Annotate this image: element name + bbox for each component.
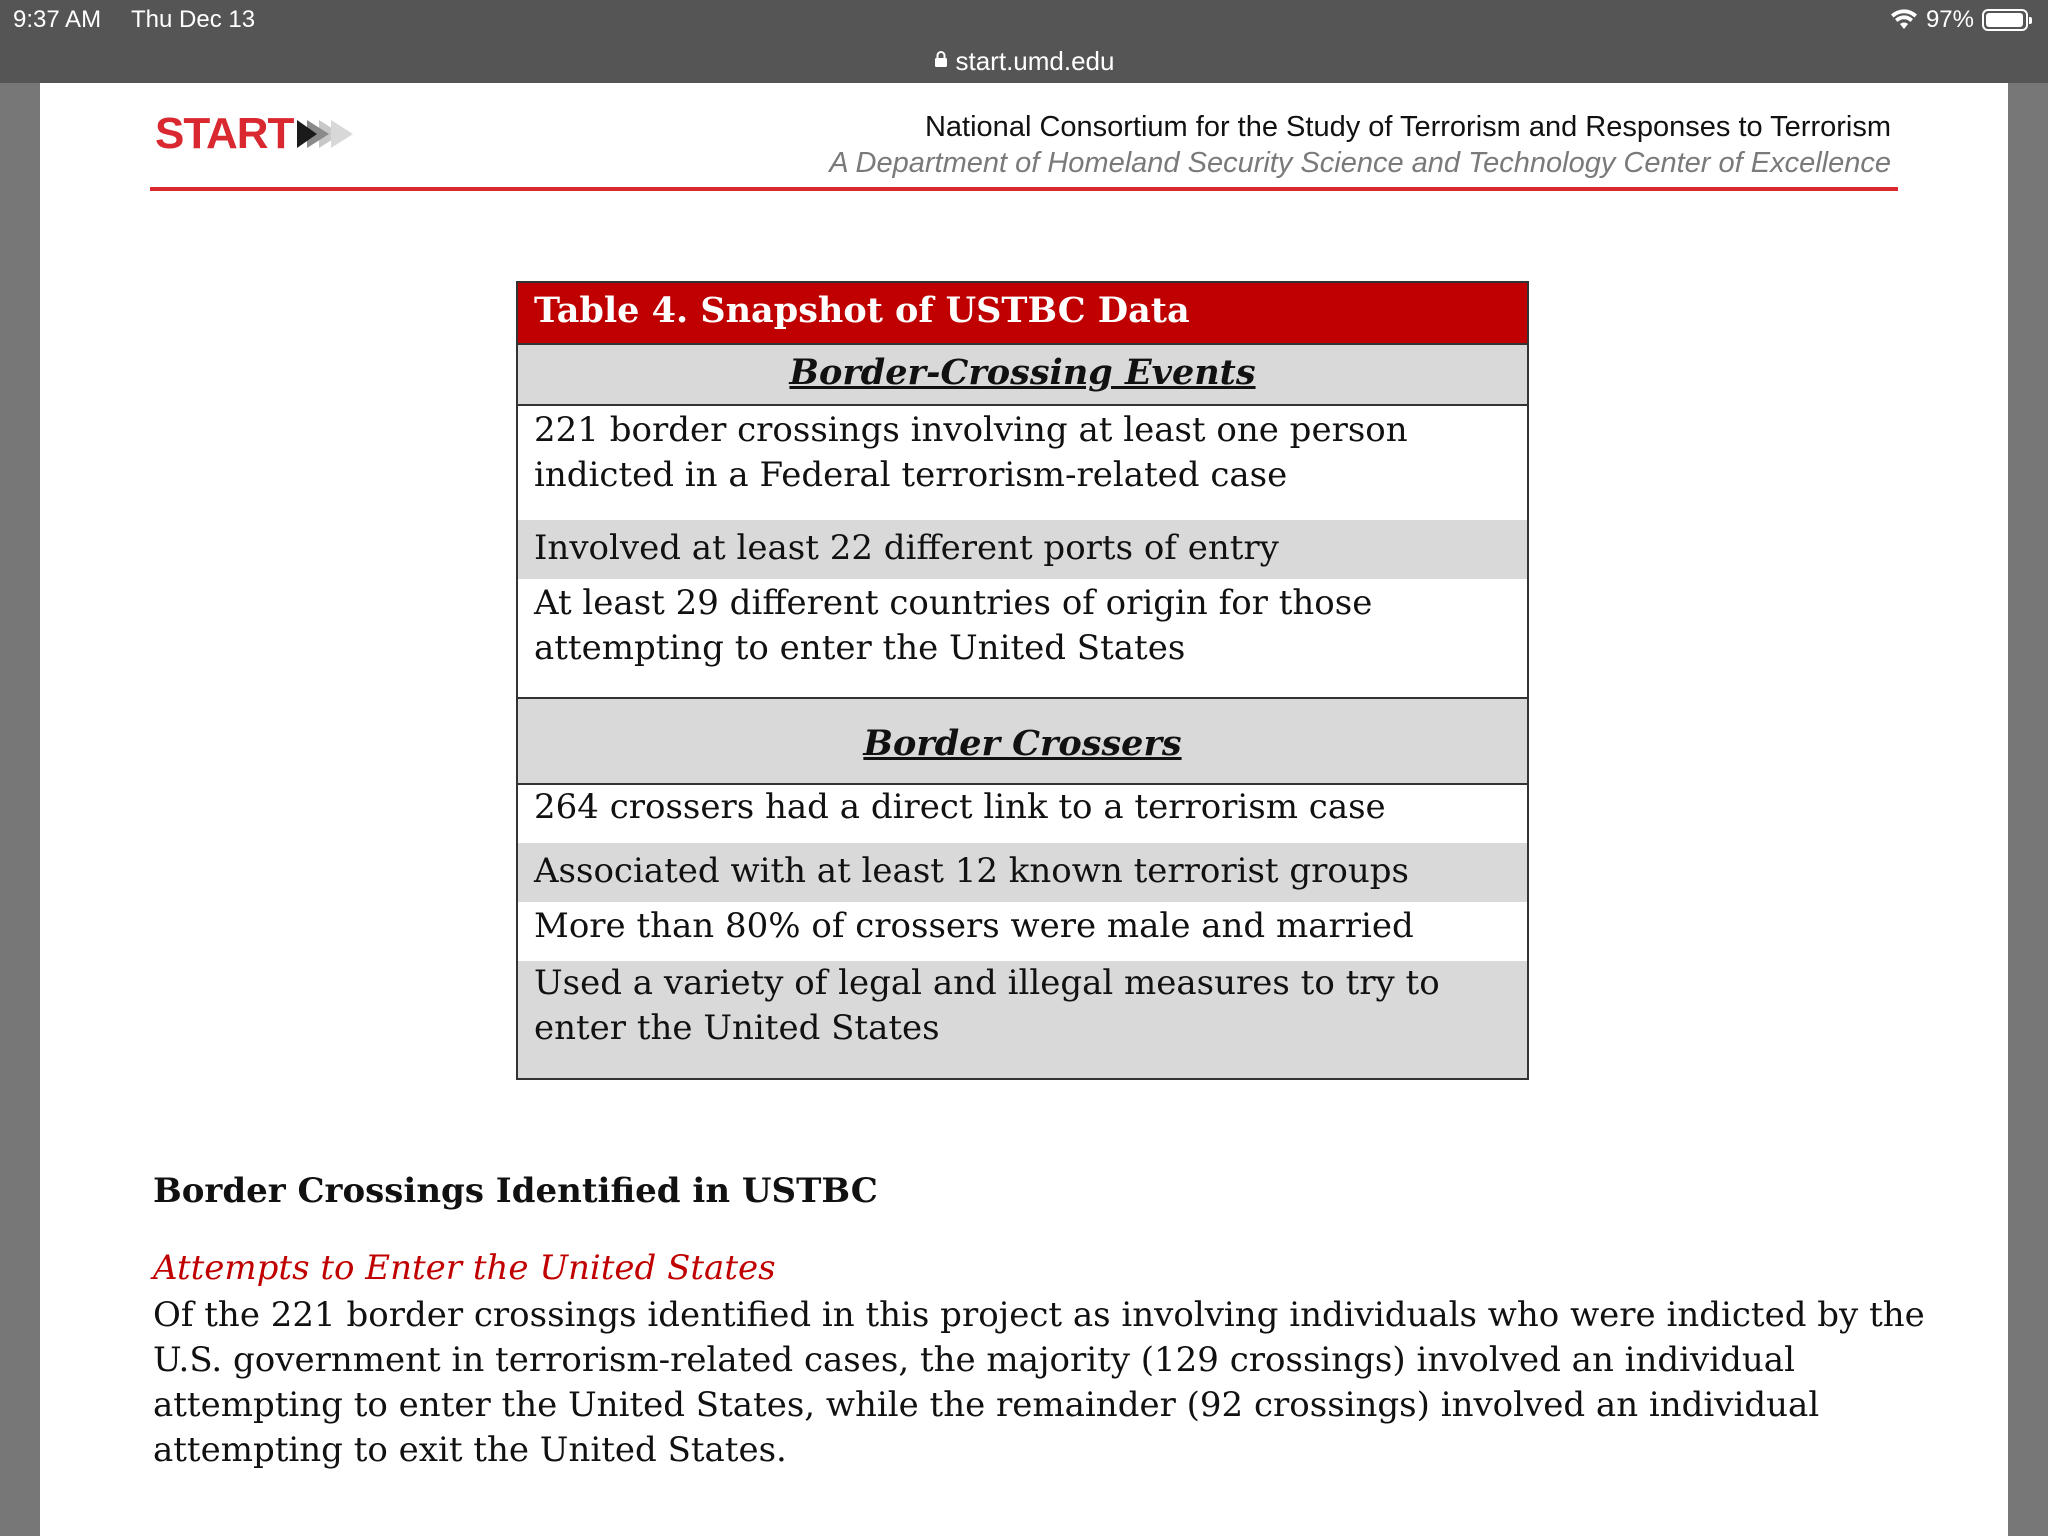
fast-forward-arrows-icon (297, 116, 361, 152)
snapshot-table (516, 281, 1529, 1080)
lock-icon (934, 50, 948, 74)
section-heading-events: Border-Crossing Events (518, 345, 1527, 406)
status-date: Thu Dec 13 (131, 6, 256, 33)
table-row: Used a variety of legal and illegal measures to try to enter the United States (518, 961, 1527, 1078)
battery-percent: 97% (1925, 6, 1974, 33)
table-row: Involved at least 22 different ports of entry (518, 520, 1527, 579)
header-title: National Consortium for the Study of Terrorism and Responses to Terrorism (924, 111, 1891, 143)
table-row: Associated with at least 12 known terrorist groups (518, 843, 1527, 902)
table-row: More than 80% of crossers were male and married (518, 902, 1527, 961)
status-right (1890, 6, 2028, 34)
body-paragraph: Of the 221 border crossings identified in this project as involving individuals who were indicted by the U.S. government in terrorism-related cases, the majority (129 crossings) involved an individual attempting to enter the United States, while the remainder (92 crossings) involved an individual attempting to exit the United States. (153, 1295, 1925, 1470)
section-heading: Border Crossings Identified in USTBC (153, 1171, 878, 1211)
document-page (40, 83, 2008, 1536)
status-time: 9:37 AM (13, 6, 102, 33)
table-row: 264 crossers had a direct link to a terrorism case (518, 785, 1527, 843)
table-caption: Table 4. Snapshot of USTBC Data (518, 283, 1527, 345)
page-margin-right (2008, 83, 2048, 1536)
table-row: At least 29 different countries of origin for those attempting to enter the United States (518, 579, 1527, 697)
status-bar (0, 0, 2048, 40)
section-subheading: Attempts to Enter the United States (153, 1248, 776, 1288)
battery-fill (1986, 13, 2023, 27)
start-logo (155, 109, 361, 159)
section-heading-crossers: Border Crossers (518, 697, 1527, 785)
header-subtitle: A Department of Homeland Security Science and Technology Center of Excellence (829, 147, 1891, 179)
wifi-icon (1890, 9, 1918, 31)
battery-icon (1982, 9, 2028, 31)
logo-text: START (155, 109, 294, 158)
address-bar[interactable] (0, 40, 2048, 83)
table-row: 221 border crossings involving at least one person indicted in a Federal terrorism-related case (518, 406, 1527, 520)
header-divider (150, 187, 1898, 191)
page-margin-left (0, 83, 40, 1536)
url-text[interactable]: start.umd.edu (955, 46, 1115, 76)
